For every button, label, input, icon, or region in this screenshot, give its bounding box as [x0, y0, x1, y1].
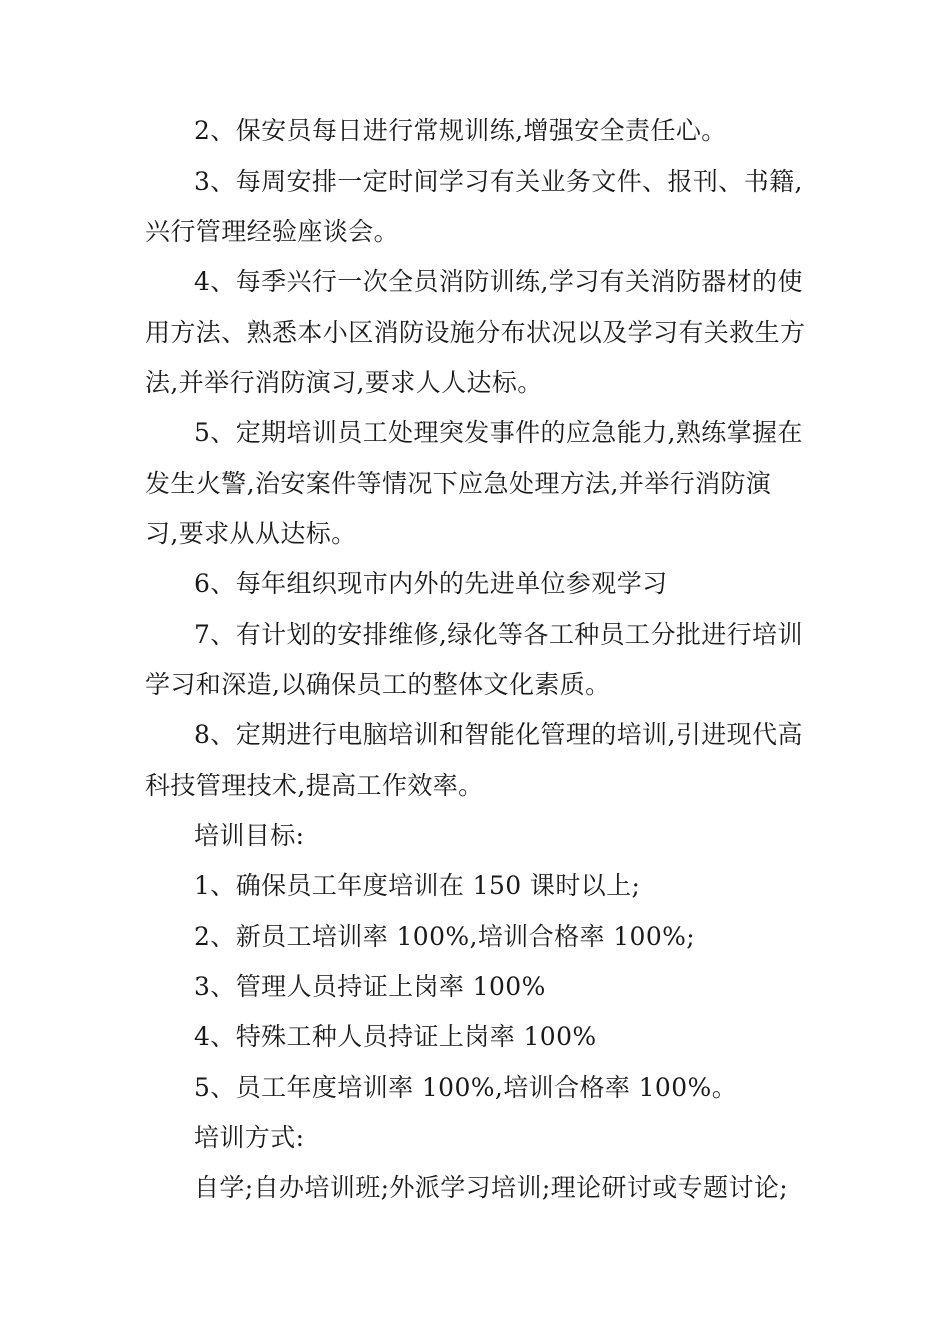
text-line: 6、每年组织现市内外的先进单位参观学习 — [194, 569, 668, 598]
text-line: 学习和深造,以确保员工的整体文化素质。 — [145, 670, 611, 699]
text-line: 2、保安员每日进行常规训练,增强安全责任心。 — [194, 116, 727, 145]
section-heading: 培训方式: — [194, 1123, 305, 1152]
text-line: 5、定期培训员工处理突发事件的应急能力,熟练掌握在 — [194, 418, 803, 447]
text-line: 科技管理技术,提高工作效率。 — [145, 771, 484, 800]
text-line: 3、每周安排一定时间学习有关业务文件、报刊、书籍, — [194, 167, 803, 196]
text-line: 5、员工年度培训率 100%,培训合格率 100%。 — [194, 1073, 738, 1102]
text-line: 发生火警,治安案件等情况下应急处理方法,并举行消防演 — [145, 469, 772, 498]
text-line: 用方法、熟悉本小区消防设施分布状况以及学习有关救生方 — [145, 318, 806, 347]
text-line: 4、特殊工种人员持证上岗率 100% — [194, 1022, 597, 1051]
text-line: 2、新员工培训率 100%,培训合格率 100%; — [194, 922, 696, 951]
text-line: 兴行管理经验座谈会。 — [145, 217, 400, 246]
section-heading: 培训目标: — [194, 821, 305, 850]
text-line: 4、每季兴行一次全员消防训练,学习有关消防器材的使 — [194, 267, 803, 296]
text-line: 3、管理人员持证上岗率 100% — [194, 972, 546, 1001]
text-line: 自学;自办培训班;外派学习培训;理论研讨或专题讨论; — [194, 1173, 789, 1202]
text-line: 8、定期进行电脑培训和智能化管理的培训,引进现代高 — [194, 720, 803, 749]
text-line: 1、确保员工年度培训在 150 课时以上; — [194, 871, 641, 900]
text-line: 7、有计划的安排维修,绿化等各工种员工分批进行培训 — [194, 620, 803, 649]
text-line: 法,并举行消防演习,要求人人达标。 — [145, 368, 543, 397]
text-line: 习,要求从从达标。 — [145, 519, 357, 548]
